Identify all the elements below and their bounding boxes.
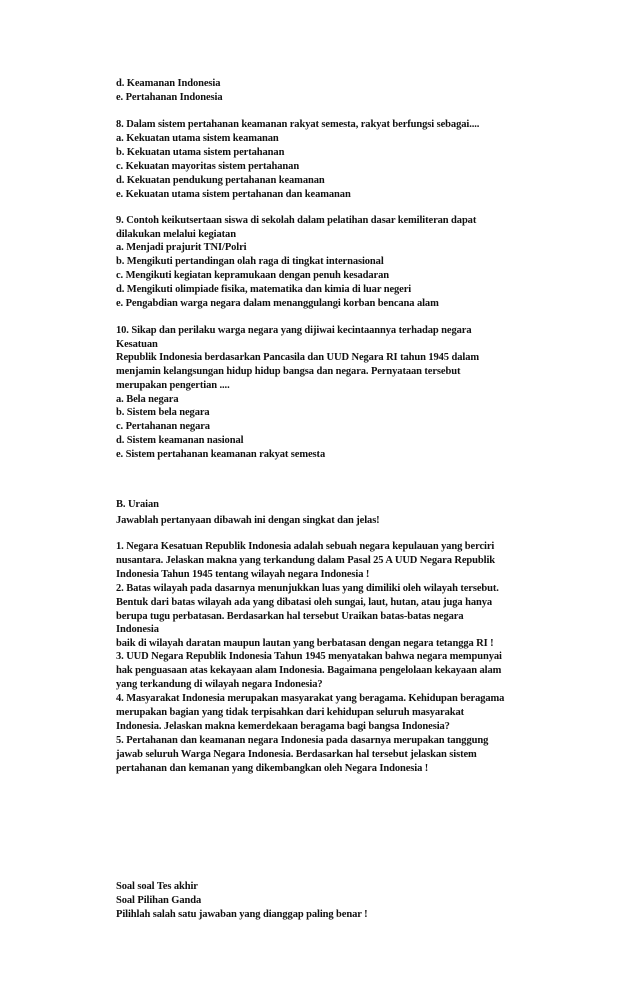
text-line: 2. Batas wilayah pada dasarnya menunjukkan luas yang dimiliki oleh wilayah tersebut. (116, 583, 499, 594)
text-line: a. Kekuatan utama sistem keamanan (116, 133, 279, 144)
text-line: Indonesia (116, 624, 159, 635)
text-line: 8. Dalam sistem pertahanan keamanan rakyat semesta, rakyat berfungsi sebagai.... (116, 119, 480, 130)
text-line: Bentuk dari batas wilayah ada yang dibatasi oleh sungai, laut, hutan, atau juga hanya (116, 597, 493, 608)
text-line: d. Keamanan Indonesia (116, 78, 221, 89)
text-line: berupa tugu perbatasan. Berdasarkan hal tersebut Uraikan batas-batas negara (116, 611, 464, 622)
text-line: Indonesia. Jelaskan makna kemerdekaan beragama bagi bangsa Indonesia? (116, 721, 450, 732)
text-line: merupakan bagian yang tidak terpisahkan dari kehidupan seluruh masyarakat (116, 707, 465, 718)
text-line: d. Kekuatan pendukung pertahanan keamanan (116, 175, 325, 186)
text-line: Soal soal Tes akhir (116, 881, 198, 892)
text-line: 4. Masyarakat Indonesia merupakan masyarakat yang beragama. Kehidupan beragama (116, 693, 505, 704)
text-line: d. Sistem keamanan nasional (116, 435, 244, 446)
text-line: Kesatuan (116, 339, 158, 350)
text-line: 3. UUD Negara Republik Indonesia Tahun 1945 menyatakan bahwa negara mempunyai (116, 651, 502, 662)
text-line: c. Kekuatan mayoritas sistem pertahanan (116, 161, 300, 172)
text-line: B. Uraian (116, 499, 159, 510)
text-line: menjamin kelangsungan hidup hidup bangsa dan negara. Pernyataan tersebut (116, 366, 461, 377)
text-line: e. Pengabdian warga negara dalam menanggulangi korban bencana alam (116, 298, 439, 309)
text-line: jawab seluruh Warga Negara Indonesia. Berdasarkan hal tersebut jelaskan sistem (116, 749, 477, 760)
text-line: a. Bela negara (116, 394, 179, 405)
text-line: e. Pertahanan Indonesia (116, 92, 223, 103)
text-line: Republik Indonesia berdasarkan Pancasila dan UUD Negara RI tahun 1945 dalam (116, 352, 479, 363)
text-line: baik di wilayah daratan maupun lautan yang berbatasan dengan negara tetangga RI ! (116, 638, 494, 649)
text-line: a. Menjadi prajurit TNI/Polri (116, 242, 247, 253)
text-line: e. Kekuatan utama sistem pertahanan dan keamanan (116, 189, 351, 200)
text-line: d. Mengikuti olimpiade fisika, matematika dan kimia di luar negeri (116, 284, 412, 295)
text-line: pertahanan dan kemanan yang dikembangkan oleh Negara Indonesia ! (116, 763, 429, 774)
text-line: 5. Pertahanan dan keamanan negara Indonesia pada dasarnya merupakan tanggung (116, 735, 489, 746)
text-line: Soal Pilihan Ganda (116, 895, 202, 906)
text-line: 9. Contoh keikutsertaan siswa di sekolah dalam pelatihan dasar kemiliteran dapat (116, 215, 477, 226)
text-line: c. Pertahanan negara (116, 421, 210, 432)
text-line: 1. Negara Kesatuan Republik Indonesia adalah sebuah negara kepulauan yang berciri (116, 541, 495, 552)
text-line: Pilihlah salah satu jawaban yang dianggap paling benar ! (116, 909, 368, 920)
text-line: 10. Sikap dan perilaku warga negara yang dijiwai kecintaannya terhadap negara (116, 325, 472, 336)
text-line: b. Sistem bela negara (116, 407, 210, 418)
text-line: c. Mengikuti kegiatan kepramukaan dengan penuh kesadaran (116, 270, 389, 281)
text-line: dilakukan melalui kegiatan (116, 229, 236, 240)
text-line: b. Mengikuti pertandingan olah raga di tingkat internasional (116, 256, 384, 267)
text-line: b. Kekuatan utama sistem pertahanan (116, 147, 285, 158)
text-line: e. Sistem pertahanan keamanan rakyat semesta (116, 449, 326, 460)
text-line: yang terkandung di wilayah negara Indonesia? (116, 679, 323, 690)
text-line: hak penguasaan atas kekayaan alam Indonesia. Bagaimana pengelolaan kekayaan alam (116, 665, 502, 676)
text-line: nusantara. Jelaskan makna yang terkandung dalam Pasal 25 A UUD Negara Republik (116, 555, 496, 566)
text-line: merupakan pengertian .... (116, 380, 230, 391)
text-line: Indonesia Tahun 1945 tentang wilayah negara Indonesia ! (116, 569, 370, 580)
text-line: Jawablah pertanyaan dibawah ini dengan singkat dan jelas! (116, 515, 380, 526)
